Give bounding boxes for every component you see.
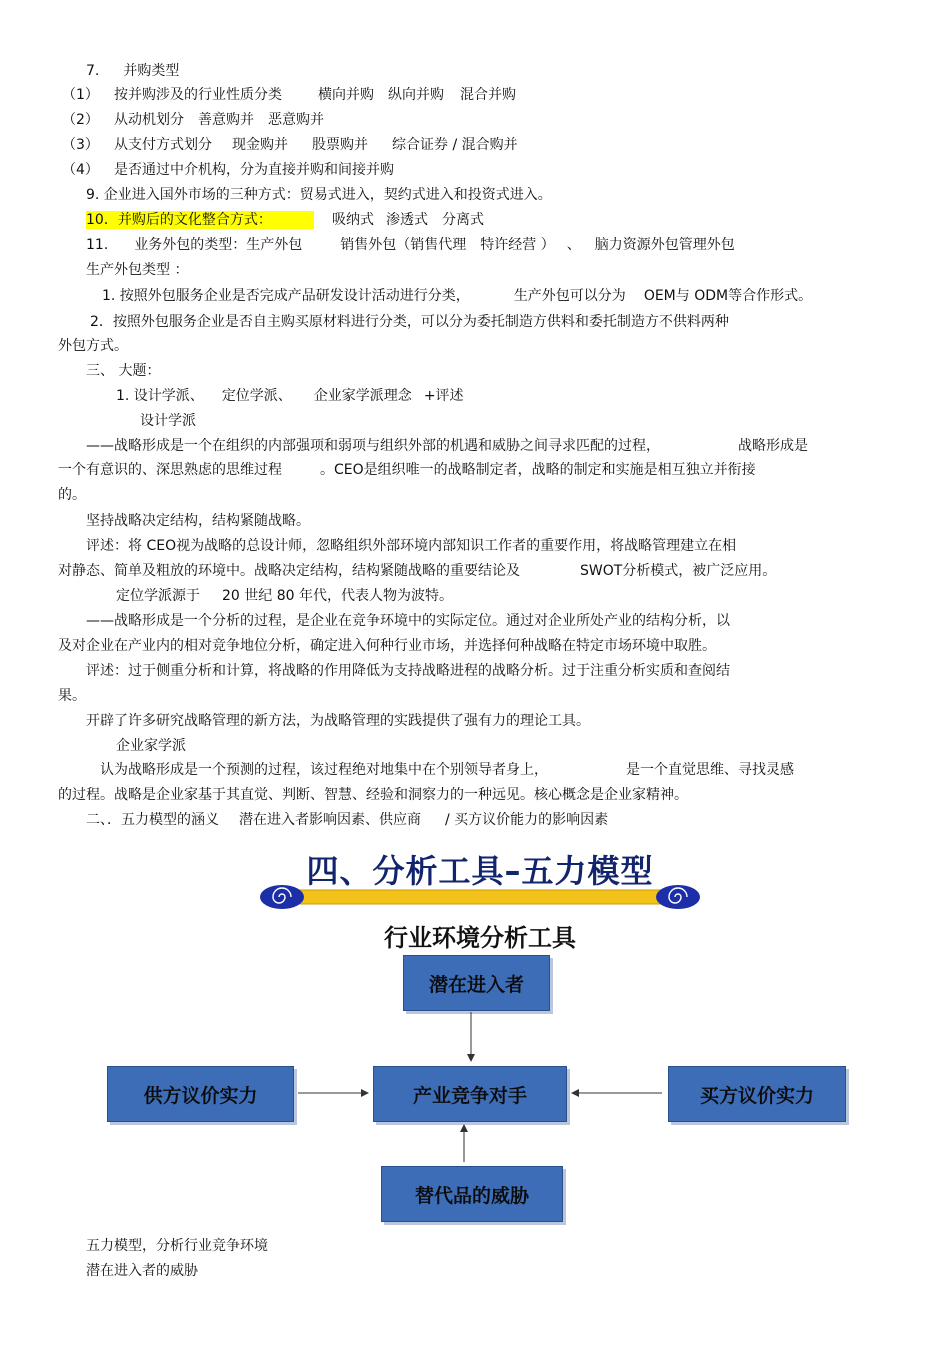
text: 定位学派源于 [116,588,200,604]
text: （2） [62,112,99,128]
text: 从支付方式划分 [114,137,212,153]
line-e2: 的过程。战略是企业家基于其直觉、判断、智慧、经验和洞察力的一种远见。核心概念是企业家精神。 [58,787,688,803]
line-7 [86,62,179,80]
text: 吸纳式 [332,212,374,228]
line-p4: 果。 [58,688,86,704]
text: （3） [62,137,99,153]
text: 混合并购 [460,87,516,103]
line-production: 生产外包类型 ： [86,262,189,278]
text: 特许经营 ） [480,237,555,253]
text: ——战略形成是一个在组织的内部强项和弱项与组织外部的机遇和威胁之间寻求匹配的过程， [86,438,660,454]
line-d2 [58,461,756,479]
line-e1 [100,761,794,779]
line-d3: 的。 [58,487,86,503]
text: 善意购并 [198,112,254,128]
line-m4 [62,161,394,179]
text: SWOT分析模式，被广泛应用。 [580,563,777,579]
line-d1 [86,437,808,455]
line-d5: 评述：将 CEO视为战略的总设计师，忽略组织外部环境内部知识工作者的重要作用，将战略管理建立在相 [86,538,737,554]
text: （4） [62,162,99,178]
text: 二、．五力模型的涵义 [86,812,219,828]
box-potential-entrants: 潜在进入者 [403,955,550,1011]
text: 业务外包的类型：生产外包 [134,237,303,253]
text: 恶意购并 [268,112,324,128]
text: 、 [566,237,581,253]
line-11 [86,236,735,254]
diagram-title: 四、分析工具–五力模型 [306,852,654,890]
line-p5: 开辟了许多研究战略管理的新方法，为战略管理的实践提供了强有力的理论工具。 [86,713,590,729]
text: 从动机划分 [114,112,184,128]
text: 现金购并 [232,137,288,153]
line-d6 [58,562,776,580]
line-p1: ——战略形成是一个分析的过程，是企业在竞争环境中的实际定位。通过对企业所处产业的结构分析，以 [86,613,730,629]
text: 一个有意识的、深思熟虑的思维过程 [58,462,282,478]
text: 潜在进入者影响因素、供应商 [239,812,421,828]
text: 横向并购 [318,87,374,103]
line-schools [116,387,464,405]
line-positioning [116,587,453,605]
text: 并购类型 [123,63,180,79]
text: 1. 设计学派、 [116,388,204,404]
text: / 买方议价能力的影响因素 [445,812,609,828]
text: 11. [86,237,109,253]
highlighted-text: 10．并购后的文化整合方式： [86,211,314,229]
text: 。CEO是组织唯一的战略制定者，战略的制定和实施是相互独立并衔接 [320,462,756,478]
diagram-subtitle: 行业环境分析工具 [384,924,576,952]
text: 按并购涉及的行业性质分类 [114,87,282,103]
text: 脑力资源外包管理外包 [594,237,735,253]
text: 认为战略形成是一个预测的过程，该过程绝对地集中在个别领导者身上， [100,762,548,778]
line-oem [102,287,812,305]
text: 20 世纪 80 年代，代表人物为波特。 [222,588,453,604]
text: 定位学派、 [221,388,292,404]
line-m1 [62,86,516,104]
text: OEM与 ODM等合作形式。 [643,288,813,304]
five-forces-diagram [100,840,860,1230]
line-material: 2．按照外包服务企业是否自主购买原材料进行分类，可以分为委托制造方供料和委托制造方不供料两种 [90,314,729,330]
text: 生产外包可以分为 [513,288,626,304]
text: 是否通过中介机构，分为直接并购和间接并购 [114,162,394,178]
text: 对静态、简单及粗放的环境中。战略决定结构，结构紧随战略的重要结论及 [58,563,520,579]
text: 1. 按照外包服务企业是否完成产品研发设计活动进行分类， [102,288,470,304]
line-m3 [62,136,518,154]
line-9: 9. 企业进入国外市场的三种方式：贸易式进入，契约式进入和投资式进入。 [86,187,552,203]
text: 纵向并购 [388,87,444,103]
text: 渗透式 [386,212,428,228]
text: 是一个直觉思维、寻找灵感 [626,762,794,778]
text: 分离式 [442,212,484,228]
text: 战略形成是 [738,438,808,454]
text: 股票购并 [312,137,368,153]
line-m2 [62,111,324,129]
box-industry-rivals: 产业竞争对手 [373,1066,567,1122]
box-buyer-power: 买方议价实力 [668,1066,846,1122]
line-d4: 坚持战略决定结构，结构紧随战略。 [86,513,310,529]
heading-design-school: 设计学派 [140,413,196,429]
diagram-arrows [100,840,860,1230]
text: 综合证券 / 混合购并 [392,137,518,153]
text: 企业家学派理念 [313,388,412,404]
section-big-questions: 三、 大题： [86,363,161,379]
line-10 [86,211,484,229]
text: +评述 [423,388,464,404]
line-p3: 评述：过于侧重分析和计算，将战略的作用降低为支持战略进程的战略分析。过于注重分析实质和查阅结 [86,663,730,679]
heading-entrepreneur-school: 企业家学派 [116,738,186,754]
box-substitutes: 替代品的威胁 [381,1166,563,1222]
line-five-forces [86,811,608,829]
line-outsourcing: 外包方式。 [58,338,128,354]
text: （1） [62,87,99,103]
text: 销售外包（销售代理 [340,237,467,253]
footer-line-1: 五力模型，分析行业竞争环境 [86,1238,268,1254]
line-p2: 及对企业在产业内的相对竞争地位分析，确定进入何种行业市场，并选择何种战略在特定市场环境中取胜。 [58,638,716,654]
box-supplier-power: 供方议价实力 [107,1066,294,1122]
footer-line-2: 潜在进入者的威胁 [86,1263,198,1279]
text: 7. [86,63,100,79]
